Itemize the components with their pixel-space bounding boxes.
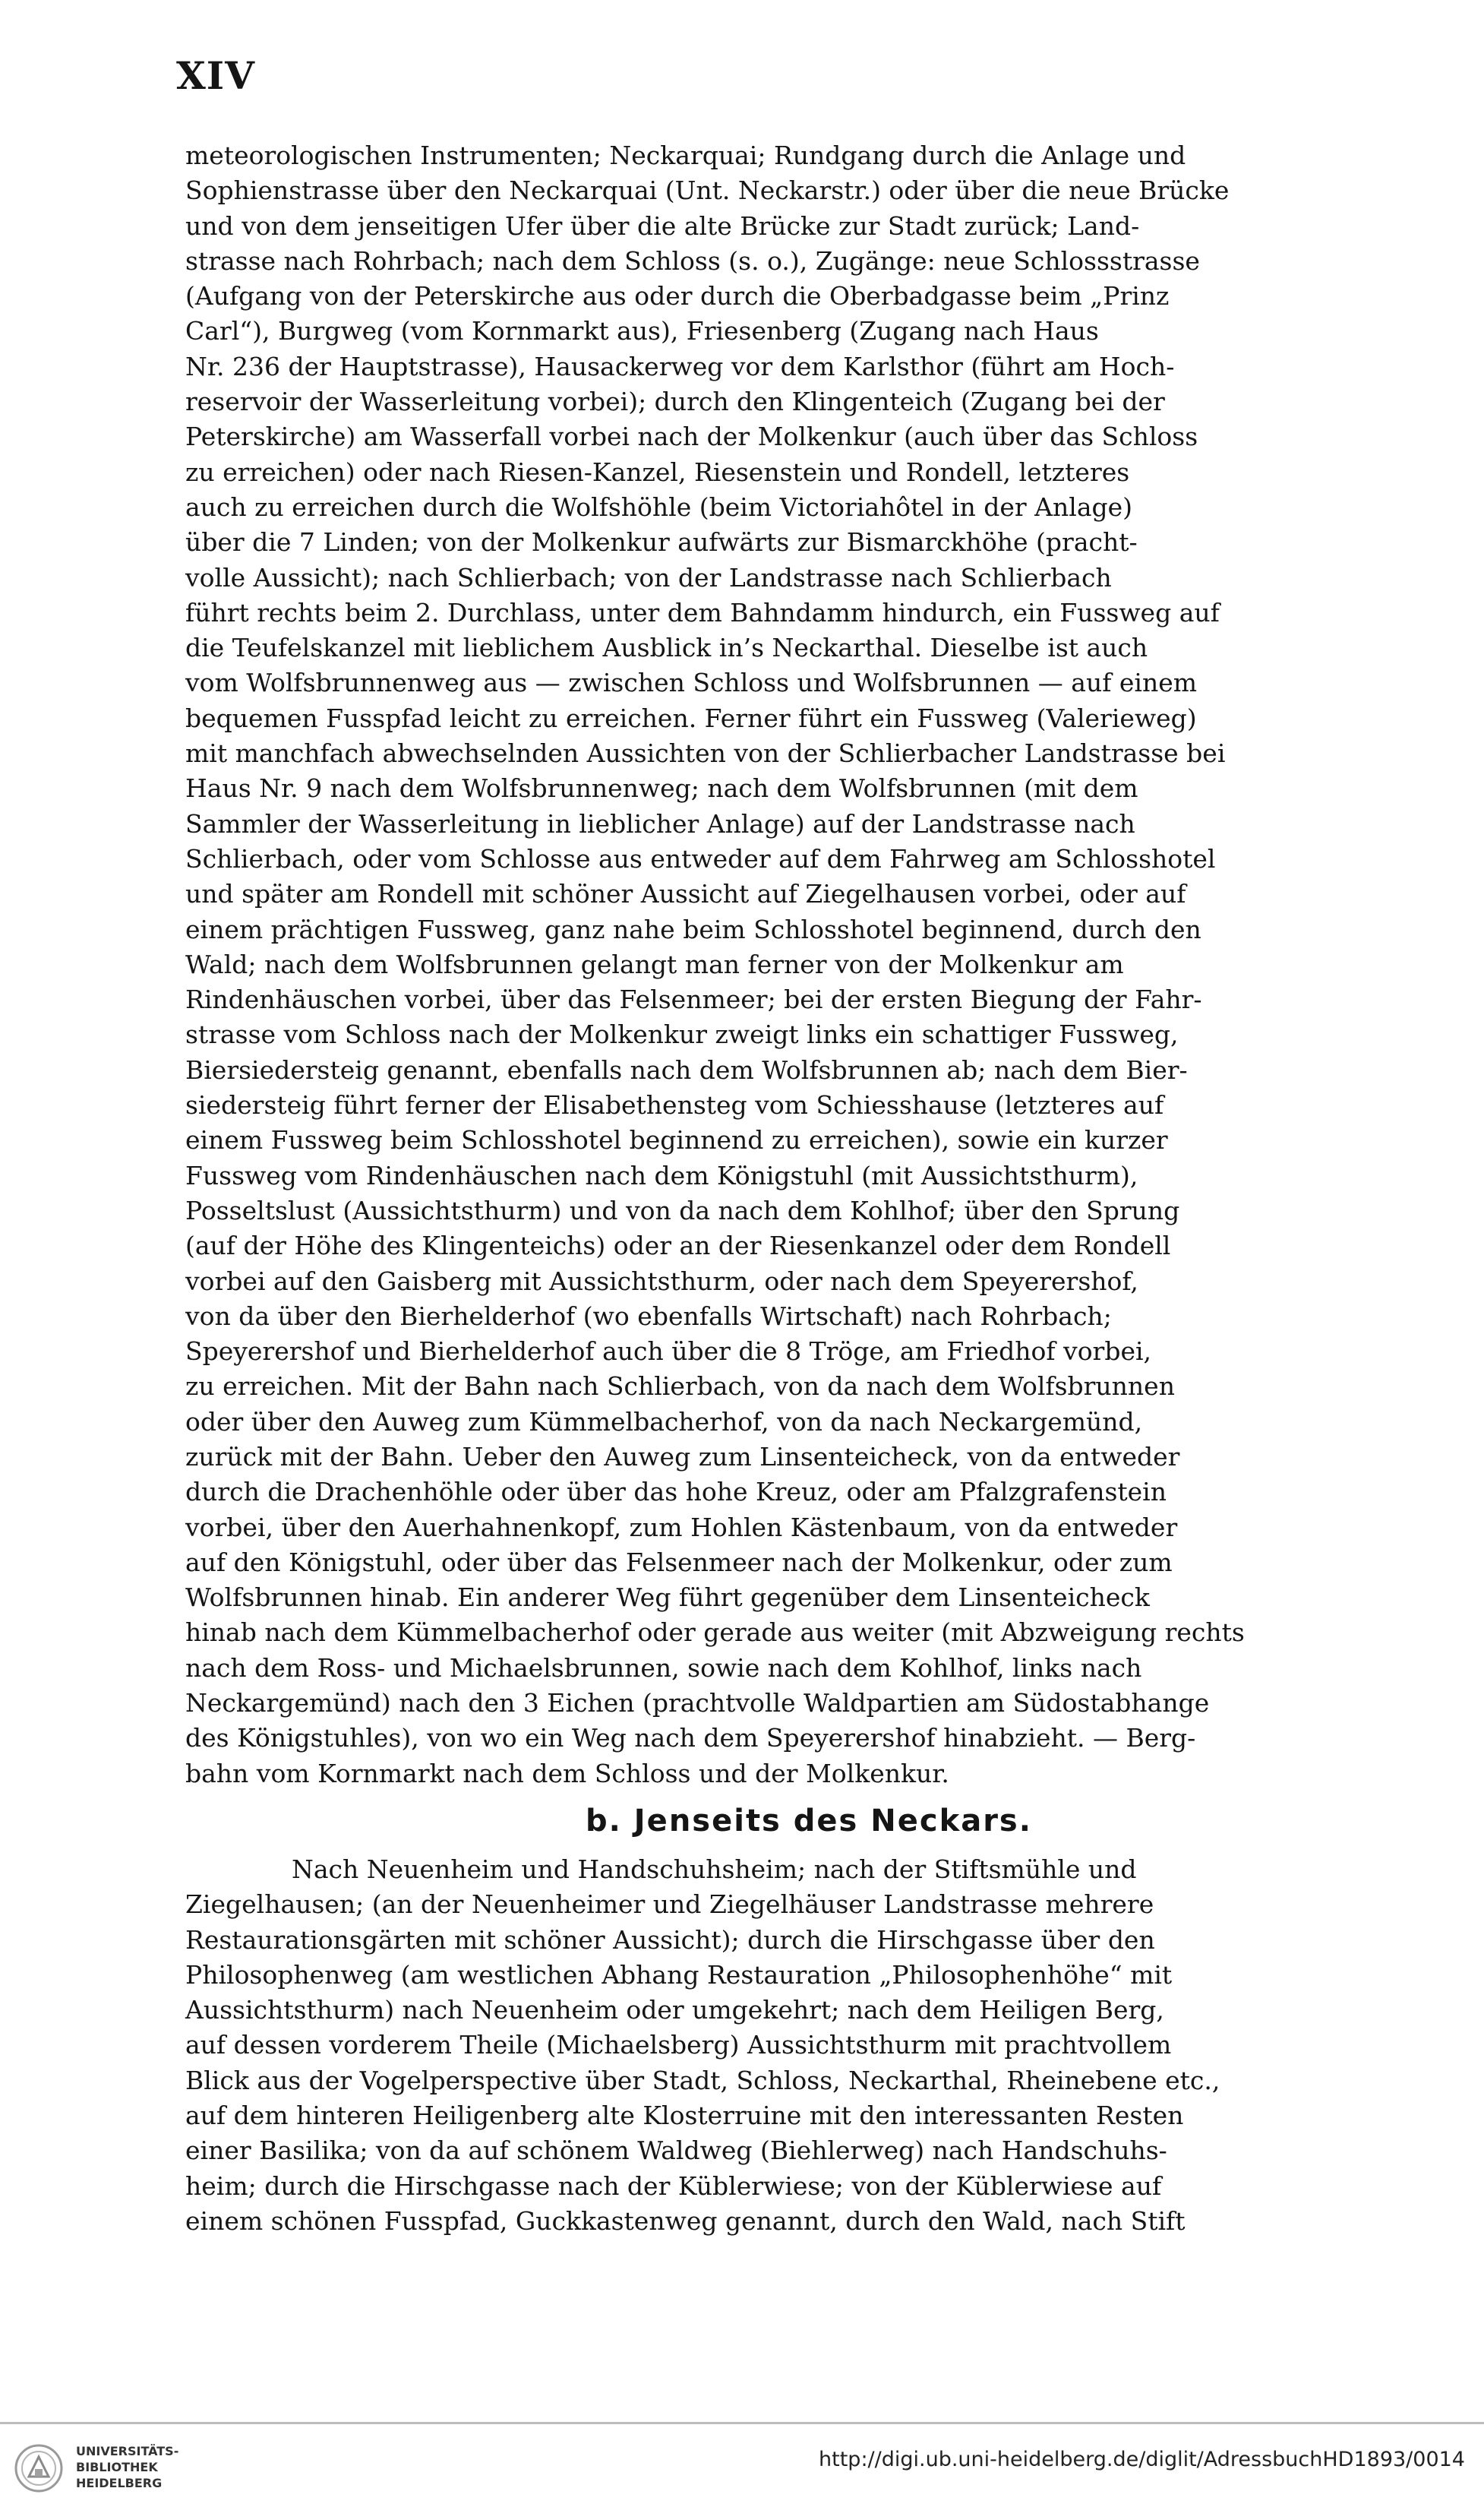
text-line: und von dem jenseitigen Ufer über die alte Brücke zur Stadt zurück; Land- bbox=[185, 210, 1140, 241]
text-line: Nr. 236 der Hauptstrasse), Hausackerweg vor dem Karlsthor (führt am Hoch- bbox=[185, 351, 1175, 381]
text-line: die Teufelskanzel mit lieblichem Ausblick in’s Neckarthal. Dieselbe ist auch bbox=[185, 633, 1148, 663]
text-line: Sammler der Wasserleitung in lieblicher Anlage) auf der Landstrasse nach bbox=[185, 808, 1135, 839]
body-text bbox=[185, 138, 1432, 2239]
library-seal-icon bbox=[14, 2443, 67, 2493]
text-line: bahn vom Kornmarkt nach dem Schloss und der Molkenkur. bbox=[185, 1758, 949, 1788]
text-line: Wolfsbrunnen hinab. Ein anderer Weg führt gegenüber dem Linsenteicheck bbox=[185, 1582, 1150, 1613]
text-line: Nach Neuenheim und Handschuhsheim; nach der Stiftsmühle und bbox=[292, 1854, 1137, 1884]
text-line: reservoir der Wasserleitung vorbei); durch den Klingenteich (Zugang bei der bbox=[185, 387, 1165, 417]
text-line: zu erreichen) oder nach Riesen-Kanzel, Riesenstein und Rondell, letzteres bbox=[185, 457, 1130, 487]
text-line: auch zu erreichen durch die Wolfshöhle (beim Victoriahôtel in der Anlage) bbox=[185, 492, 1133, 522]
text-line: Sophienstrasse über den Neckarquai (Unt. Neckarstr.) oder über die neue Brücke bbox=[185, 175, 1230, 206]
text-line: über die 7 Linden; von der Molkenkur aufwärts zur Bismarckhöhe (pracht- bbox=[185, 527, 1138, 558]
text-line: Fussweg vom Rindenhäuschen nach dem Königstuhl (mit Aussichtsthurm), bbox=[185, 1160, 1138, 1190]
library-name bbox=[76, 2443, 178, 2491]
text-line: Haus Nr. 9 nach dem Wolfsbrunnenweg; nach dem Wolfsbrunnen (mit dem bbox=[185, 773, 1138, 804]
text-line: von da über den Bierhelderhof (wo ebenfalls Wirtschaft) nach Rohrbach; bbox=[185, 1301, 1112, 1331]
text-line: auf dem hinteren Heiligenberg alte Klosterruine mit den interessanten Resten bbox=[185, 2101, 1184, 2131]
text-line: Biersiedersteig genannt, ebenfalls nach dem Wolfsbrunnen ab; nach dem Bier- bbox=[185, 1054, 1188, 1085]
text-line: auf dessen vorderem Theile (Michaelsberg) Aussichtsthurm mit prachtvollem bbox=[185, 2030, 1172, 2060]
text-line: Restaurationsgärten mit schöner Aussicht); durch die Hirschgasse über den bbox=[185, 1924, 1155, 1955]
text-line: Rindenhäuschen vorbei, über das Felsenmeer; bei der ersten Biegung der Fahr- bbox=[185, 985, 1202, 1015]
library-name-line: UNIVERSITÄTS- bbox=[76, 2444, 179, 2458]
text-line: strasse vom Schloss nach der Molkenkur zweigt links ein schattiger Fussweg, bbox=[185, 1020, 1179, 1050]
text-line: Ziegelhausen; (an der Neuenheimer und Ziegelhäuser Landstrasse mehrere bbox=[185, 1889, 1154, 1920]
text-line: durch die Drachenhöhle oder über das hohe Kreuz, oder am Pfalzgrafenstein bbox=[185, 1477, 1167, 1507]
text-line: zu erreichen. Mit der Bahn nach Schlierbach, von da nach dem Wolfsbrunnen bbox=[185, 1371, 1175, 1402]
footer-divider bbox=[0, 2422, 1484, 2424]
text-line: mit manchfach abwechselnden Aussichten von der Schlierbacher Landstrasse bei bbox=[185, 738, 1226, 769]
library-logo bbox=[14, 2440, 188, 2496]
text-line: Blick aus der Vogelperspective über Stadt, Schloss, Neckarthal, Rheinebene etc., bbox=[185, 2065, 1220, 2095]
text-line: Philosophenweg (am westlichen Abhang Restauration „Philosophenhöhe“ mit bbox=[185, 1959, 1173, 1990]
text-line: Carl“), Burgweg (vom Kornmarkt aus), Friesenberg (Zugang nach Haus bbox=[185, 316, 1099, 346]
text-line: Neckargemünd) nach den 3 Eichen (prachtvolle Waldpartien am Südostabhange bbox=[185, 1688, 1210, 1718]
text-line: vorbei auf den Gaisberg mit Aussichtsthurm, oder nach dem Speyerershof, bbox=[185, 1266, 1138, 1296]
text-line: Posseltslust (Aussichtsthurm) und von da nach dem Kohlhof; über den Sprung bbox=[185, 1195, 1180, 1225]
text-line: Wald; nach dem Wolfsbrunnen gelangt man ferner von der Molkenkur am bbox=[185, 949, 1124, 979]
text-line: nach dem Ross- und Michaelsbrunnen, sowie nach dem Kohlhof, links nach bbox=[185, 1652, 1142, 1683]
text-line: siedersteig führt ferner der Elisabethensteg vom Schiesshause (letzteres auf bbox=[185, 1090, 1164, 1121]
text-line: volle Aussicht); nach Schlierbach; von der Landstrasse nach Schlierbach bbox=[185, 562, 1112, 593]
text-line: des Königstuhles), von wo ein Weg nach dem Speyerershof hinabzieht. — Berg- bbox=[185, 1723, 1196, 1753]
text-line: führt rechts beim 2. Durchlass, unter dem Bahndamm hindurch, ein Fussweg auf bbox=[185, 597, 1220, 628]
text-line: vorbei, über den Auerhahnenkopf, zum Hohlen Kästenbaum, von da entweder bbox=[185, 1512, 1178, 1542]
text-line: oder über den Auweg zum Kümmelbacherhof, von da nach Neckargemünd, bbox=[185, 1406, 1143, 1437]
text-line: bequemen Fusspfad leicht zu erreichen. Ferner führt ein Fussweg (Valerieweg) bbox=[185, 703, 1197, 733]
text-line: hinab nach dem Kümmelbacherhof oder gerade aus weiter (mit Abzweigung rechts bbox=[185, 1617, 1245, 1648]
text-line: Peterskirche) am Wasserfall vorbei nach der Molkenkur (auch über das Schloss bbox=[185, 422, 1198, 452]
library-name-line: BIBLIOTHEK bbox=[76, 2460, 158, 2474]
text-line: heim; durch die Hirschgasse nach der Küblerwiese; von der Küblerwiese auf bbox=[185, 2170, 1162, 2201]
section-heading: b. Jenseits des Neckars. bbox=[586, 1803, 1032, 1838]
text-line: Schlierbach, oder vom Schlosse aus entweder auf dem Fahrweg am Schlosshotel bbox=[185, 843, 1216, 874]
text-line: meteorologischen Instrumenten; Neckarquai; Rundgang durch die Anlage und bbox=[185, 141, 1186, 170]
source-url-link[interactable]: http://digi.ub.uni-heidelberg.de/diglit/AdressbuchHD1893/0014 bbox=[819, 2448, 1465, 2471]
text-line: zurück mit der Bahn. Ueber den Auweg zum Linsenteicheck, von da entweder bbox=[185, 1441, 1180, 1472]
text-line: Aussichtsthurm) nach Neuenheim oder umgekehrt; nach dem Heiligen Berg, bbox=[185, 1995, 1164, 2025]
page-folio: XIV bbox=[176, 53, 255, 98]
text-line: vom Wolfsbrunnenweg aus — zwischen Schloss und Wolfsbrunnen — auf einem bbox=[185, 668, 1198, 698]
text-line: strasse nach Rohrbach; nach dem Schloss (s. o.), Zugänge: neue Schlossstrasse bbox=[185, 245, 1200, 276]
text-line: einem prächtigen Fussweg, ganz nahe beim Schlosshotel beginnend, durch den bbox=[185, 914, 1201, 944]
text-line: Speyerershof und Bierhelderhof auch über die 8 Tröge, am Friedhof vorbei, bbox=[185, 1336, 1152, 1367]
text-line: einem Fussweg beim Schlosshotel beginnend zu erreichen), sowie ein kurzer bbox=[185, 1125, 1168, 1155]
text-line: (Aufgang von der Peterskirche aus oder durch die Oberbadgasse beim „Prinz bbox=[185, 281, 1170, 311]
text-line: (auf der Höhe des Klingenteichs) oder an der Riesenkanzel oder dem Rondell bbox=[185, 1231, 1171, 1261]
text-line: auf den Königstuhl, oder über das Felsenmeer nach der Molkenkur, oder zum bbox=[185, 1547, 1173, 1577]
library-name-line: HEIDELBERG bbox=[76, 2476, 163, 2490]
text-line: einem schönen Fusspfad, Guckkastenweg genannt, durch den Wald, nach Stift bbox=[185, 2205, 1186, 2236]
text-line: einer Basilika; von da auf schönem Waldweg (Biehlerweg) nach Handschuhs- bbox=[185, 2136, 1167, 2166]
paragraph-routes-a bbox=[185, 138, 1432, 1791]
paragraph-routes-b bbox=[185, 1852, 1432, 2239]
text-line: und später am Rondell mit schöner Aussicht auf Ziegelhausen vorbei, oder auf bbox=[185, 879, 1186, 909]
